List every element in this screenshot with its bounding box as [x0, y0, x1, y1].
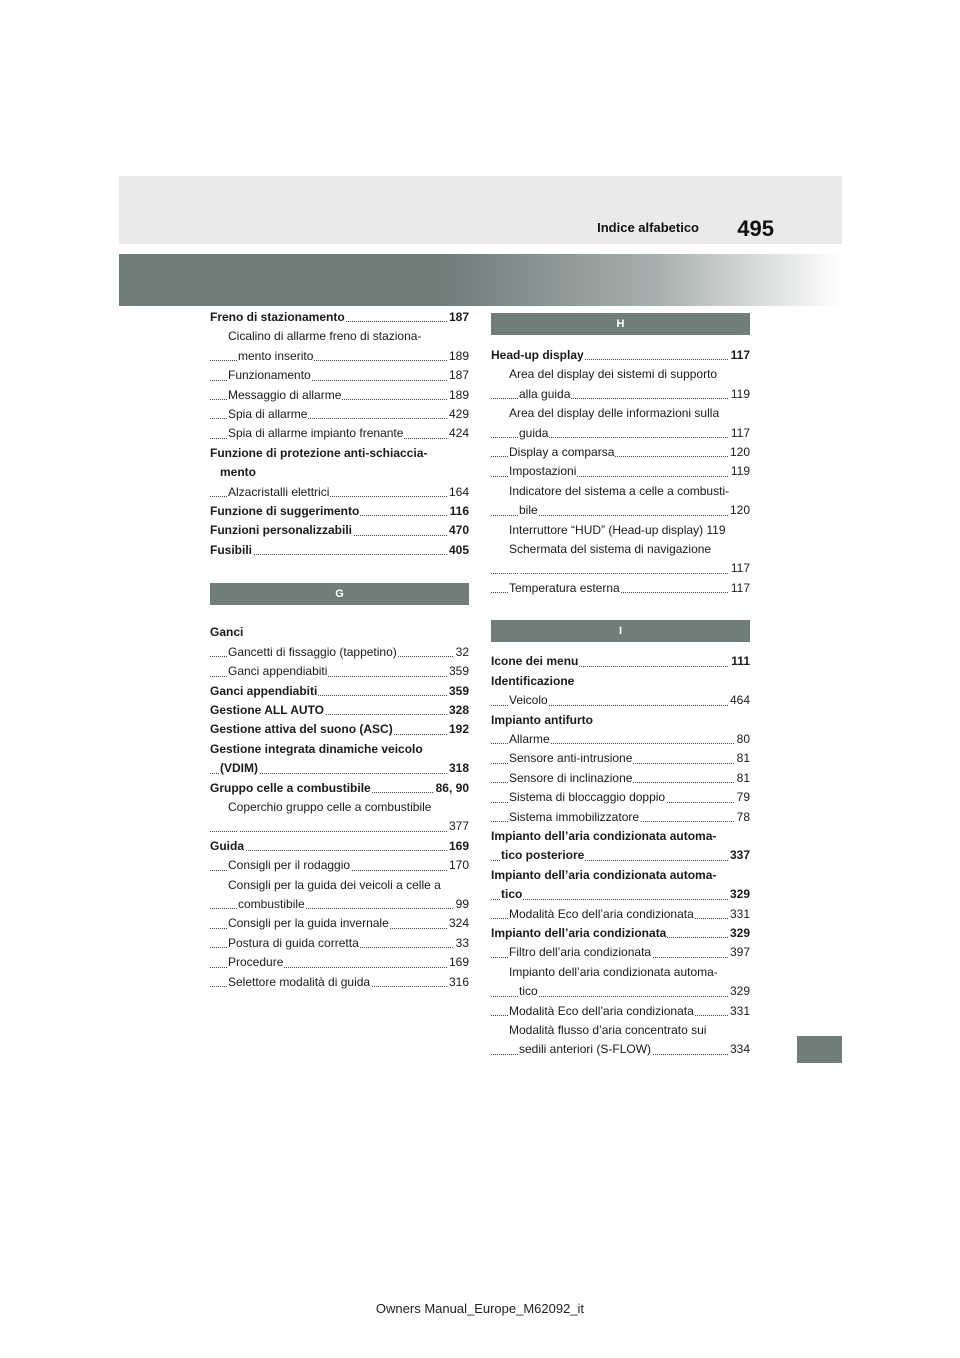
- index-entry: [491, 521, 750, 540]
- index-entry-label: Temperatura esterna: [509, 580, 620, 595]
- index-entry: [491, 691, 750, 710]
- index-block-h: [491, 346, 750, 598]
- index-entry-label: (VDIM): [220, 761, 258, 776]
- index-entry-label: Area del display delle informazioni sulla: [509, 406, 720, 421]
- index-entry-label: Display a comparsa: [509, 445, 615, 460]
- dot-leader: [491, 573, 750, 574]
- index-entry: [210, 682, 469, 701]
- index-entry: [491, 346, 750, 365]
- section-title: Indice alfabetico: [597, 220, 699, 235]
- index-entry-label: Icone dei menu: [491, 654, 579, 669]
- index-entry-page: 397: [728, 943, 750, 962]
- index-entry: [210, 623, 469, 642]
- index-entry-label: Ganci: [210, 625, 244, 640]
- letter-header-i: I: [491, 620, 750, 642]
- index-entry-page: 78: [735, 808, 750, 827]
- index-entry: [210, 444, 469, 463]
- index-entry-label: Ganci appendiabiti: [210, 683, 318, 698]
- index-entry: [210, 424, 469, 443]
- index-entry-page: 81: [735, 769, 750, 788]
- index-entry-label: Gruppo celle a combustibile: [210, 780, 371, 795]
- index-entry-label: Procedure: [228, 955, 284, 970]
- index-entry-page: 119: [729, 385, 750, 404]
- dot-leader: [210, 831, 469, 832]
- index-entry-page: 405: [447, 541, 469, 560]
- index-entry: [210, 347, 469, 366]
- index-entry: [491, 808, 750, 827]
- index-entry-page: 337: [728, 846, 750, 865]
- index-entry-page: 318: [447, 759, 469, 778]
- index-entry-label: Head-up display: [491, 348, 584, 362]
- decorative-gradient-bar: [119, 254, 842, 306]
- index-entry-page: 359: [447, 682, 469, 701]
- index-column-left: [210, 308, 469, 992]
- index-block-g: [210, 623, 469, 992]
- index-entry-page: 33: [454, 934, 469, 953]
- index-entry-label: Sistema immobilizzatore: [509, 809, 640, 824]
- index-entry-label: alla guida: [519, 386, 571, 401]
- index-entry-label: Impianto dell’aria condizionata automa-: [491, 828, 717, 843]
- index-entry-label: Coperchio gruppo celle a combustibile: [228, 799, 432, 814]
- index-entry-label: Messaggio di allarme: [228, 387, 342, 402]
- index-entry-label: tico: [519, 984, 538, 999]
- index-entry: [491, 540, 750, 559]
- index-entry: [210, 521, 469, 540]
- index-entry-page: 116: [448, 502, 469, 521]
- index-entry: [491, 827, 750, 846]
- index-entry-label: Gestione attiva del suono (ASC): [210, 722, 393, 737]
- index-entry-page: 329: [728, 924, 750, 943]
- index-entry: [491, 443, 750, 462]
- letter-header-g: G: [210, 583, 469, 605]
- index-entry-page: 377: [447, 817, 469, 836]
- index-entry-page: 111: [729, 652, 750, 671]
- index-entry-label: Sistema di bloccaggio doppio: [509, 790, 666, 805]
- index-entry-label: Spia di allarme: [228, 407, 308, 422]
- index-entry-page: 79: [735, 788, 750, 807]
- index-entry: [491, 885, 750, 904]
- index-entry: [491, 866, 750, 885]
- index-entry-page: 328: [447, 701, 469, 720]
- index-entry-label: Sensore anti-intrusione: [509, 751, 633, 766]
- index-entry-page: 192: [447, 720, 469, 739]
- index-entry-page: 119: [729, 462, 750, 481]
- index-entry: [491, 769, 750, 788]
- index-entry-label: Filtro dell’aria condizionata: [509, 945, 652, 960]
- index-entry: [210, 327, 469, 346]
- index-entry-page: 189: [447, 386, 469, 405]
- index-entry: [491, 963, 750, 982]
- index-entry-label: Consigli per la guida invernale: [228, 916, 389, 931]
- index-entry: [491, 365, 750, 384]
- index-entry-page: 316: [447, 973, 469, 992]
- index-entry-label: Funzione di suggerimento: [210, 504, 360, 519]
- index-entry-page: 331: [728, 905, 750, 924]
- index-entry-label: Gestione ALL AUTO: [210, 702, 325, 717]
- index-entry: [210, 817, 469, 836]
- index-entry-label: Indicatore del sistema a celle a combusti-: [509, 483, 730, 498]
- index-entry: [491, 424, 750, 443]
- index-entry: [491, 559, 750, 578]
- index-entry: [210, 643, 469, 662]
- index-entry: [210, 856, 469, 875]
- index-entry-label: Postura di guida corretta: [228, 935, 359, 950]
- index-entry: [210, 779, 469, 798]
- index-entry: [210, 502, 469, 521]
- index-entry: [491, 846, 750, 865]
- index-entry-label: Consigli per il rodaggio: [228, 858, 351, 873]
- index-entry-label: Guida: [210, 838, 245, 853]
- index-entry-label: Veicolo: [509, 693, 548, 708]
- index-entry: [210, 953, 469, 972]
- index-entry: [210, 541, 469, 560]
- index-column-right: [491, 308, 750, 1060]
- index-entry-label: Area del display dei sistemi di supporto: [509, 367, 718, 382]
- index-entry: [491, 501, 750, 520]
- header-band: [119, 176, 842, 244]
- index-entry-page: 329: [728, 885, 750, 904]
- index-entry: [210, 934, 469, 953]
- index-entry: [491, 404, 750, 423]
- index-entry-label: Interruttore “HUD” (Head-up display) 119: [509, 522, 726, 537]
- index-entry-label: Funzioni personalizzabili: [210, 523, 353, 538]
- index-entry: [210, 876, 469, 895]
- index-entry-label: Consigli per la guida dei veicoli a celle a: [228, 877, 441, 892]
- index-entry: [210, 837, 469, 856]
- dot-leader: [491, 899, 750, 900]
- index-entry-label: guida: [519, 425, 549, 440]
- index-entry: [491, 1021, 750, 1040]
- index-entry-page: 187: [447, 308, 469, 327]
- index-entry-label: Sensore di inclinazione: [509, 770, 633, 785]
- index-entry: [210, 720, 469, 739]
- index-entry: [210, 386, 469, 405]
- index-entry-page: 331: [728, 1002, 750, 1021]
- index-entry-label: Gestione integrata dinamiche veicolo: [210, 741, 423, 756]
- index-entry-page: 324: [447, 914, 469, 933]
- index-entry: [210, 740, 469, 759]
- index-entry-label: Freno di stazionamento: [210, 310, 345, 324]
- index-entry-page: 329: [728, 982, 750, 1001]
- index-entry-label: [519, 561, 520, 575]
- index-entry: [491, 711, 750, 730]
- index-entry-label: Modalità Eco dell’aria condizionata: [509, 906, 694, 921]
- index-entry: [491, 482, 750, 501]
- index-entry-page: 80: [735, 730, 750, 749]
- footer-document-id: Owners Manual_Europe_M62092_it: [375, 1301, 585, 1316]
- index-entry-label: Alzacristalli elettrici: [228, 484, 330, 499]
- chapter-side-tab: [797, 1036, 842, 1063]
- index-entry-page: 429: [447, 405, 469, 424]
- index-entry: [210, 914, 469, 933]
- index-entry-page: 120: [728, 501, 750, 520]
- index-entry-page: 32: [454, 643, 469, 662]
- index-entry-page: 117: [729, 424, 750, 443]
- index-entry-label: Spia di allarme impianto frenante: [228, 426, 404, 441]
- index-entry: [210, 463, 469, 482]
- index-entry-label: Fusibili: [210, 542, 252, 557]
- index-entry-label: [238, 819, 239, 833]
- index-entry-page: 189: [447, 347, 469, 366]
- index-entry-label: Impostazioni: [509, 464, 577, 479]
- index-entry-label: Allarme: [509, 731, 550, 746]
- index-entry-label: Funzione di protezione anti-schiaccia-: [210, 445, 428, 460]
- index-entry-page: 81: [735, 749, 750, 768]
- index-entry-label: Identificazione: [491, 673, 575, 688]
- index-entry-page: 86, 90: [434, 779, 469, 798]
- index-entry-page: 99: [454, 895, 469, 914]
- index-entry: [210, 895, 469, 914]
- index-entry: [491, 730, 750, 749]
- index-entry-label: Cicalino di allarme freno di staziona-: [228, 329, 422, 344]
- index-entry-label: Funzionamento: [228, 368, 311, 383]
- index-entry-page: 117: [729, 559, 750, 578]
- index-entry-label: sedili anteriori (S-FLOW): [519, 1042, 652, 1057]
- index-entry: [210, 798, 469, 817]
- index-entry-page: 470: [447, 521, 469, 540]
- index-entry: [491, 905, 750, 924]
- index-entry: [491, 385, 750, 404]
- index-block-i: [491, 652, 750, 1060]
- index-entry-page: 170: [447, 856, 469, 875]
- index-entry-label: Schermata del sistema di navigazione: [509, 542, 712, 557]
- index-entry: [491, 1040, 750, 1059]
- index-entry-label: Impianto dell’aria condizionata automa-: [491, 867, 717, 882]
- index-entry: [491, 788, 750, 807]
- index-entry-page: 117: [729, 579, 750, 598]
- index-entry: [491, 749, 750, 768]
- page-number: 495: [737, 216, 774, 241]
- index-entry-label: mento inserito: [238, 348, 314, 363]
- index-entry: [491, 1002, 750, 1021]
- index-entry: [210, 662, 469, 681]
- index-entry-label: combustibile: [238, 896, 305, 911]
- index-entry: [491, 943, 750, 962]
- dot-leader: [210, 850, 469, 851]
- index-entry-page: 120: [728, 443, 750, 462]
- index-entry-page: 164: [447, 483, 469, 502]
- index-entry-label: Impianto dell’aria condizionata automa-: [509, 964, 718, 979]
- index-entry-label: Modalità flusso d’aria concentrato sui: [509, 1023, 707, 1037]
- index-entry: [210, 701, 469, 720]
- index-entry-page: 359: [447, 662, 469, 681]
- index-entry: [210, 366, 469, 385]
- index-entry: [491, 652, 750, 671]
- index-entry-label: bile: [519, 503, 538, 518]
- index-entry-label: Impianto antifurto: [491, 712, 593, 727]
- index-entry: [491, 579, 750, 598]
- index-entry-page: 424: [447, 424, 469, 443]
- index-entry: [210, 405, 469, 424]
- index-entry-page: 117: [729, 346, 750, 365]
- index-entry-label: mento: [220, 465, 256, 480]
- index-entry-label: Selettore modalità di guida: [228, 974, 371, 989]
- index-entry-page: 334: [728, 1040, 750, 1059]
- index-entry: [210, 308, 469, 327]
- index-entry: [210, 973, 469, 992]
- index-entry: [210, 483, 469, 502]
- index-block-f: [210, 308, 469, 560]
- index-entry-page: 169: [447, 837, 469, 856]
- letter-header-h: H: [491, 313, 750, 335]
- index-entry-label: tico posteriore: [501, 848, 585, 863]
- index-entry: [491, 924, 750, 943]
- index-entry-label: Impianto dell’aria condizionata: [491, 925, 667, 940]
- index-entry-page: 464: [728, 691, 750, 710]
- index-entry-label: Gancetti di fissaggio (tappetino): [228, 644, 397, 659]
- index-entry-page: 187: [447, 366, 469, 385]
- index-entry-label: Modalità Eco dell’aria condizionata: [509, 1003, 694, 1018]
- index-entry: [210, 759, 469, 778]
- index-entry: [491, 672, 750, 691]
- index-entry-label: tico: [501, 887, 523, 902]
- index-entry: [491, 462, 750, 481]
- index-entry: [491, 982, 750, 1001]
- index-entry-label: Ganci appendiabiti: [228, 664, 328, 679]
- index-entry-page: 169: [447, 953, 469, 972]
